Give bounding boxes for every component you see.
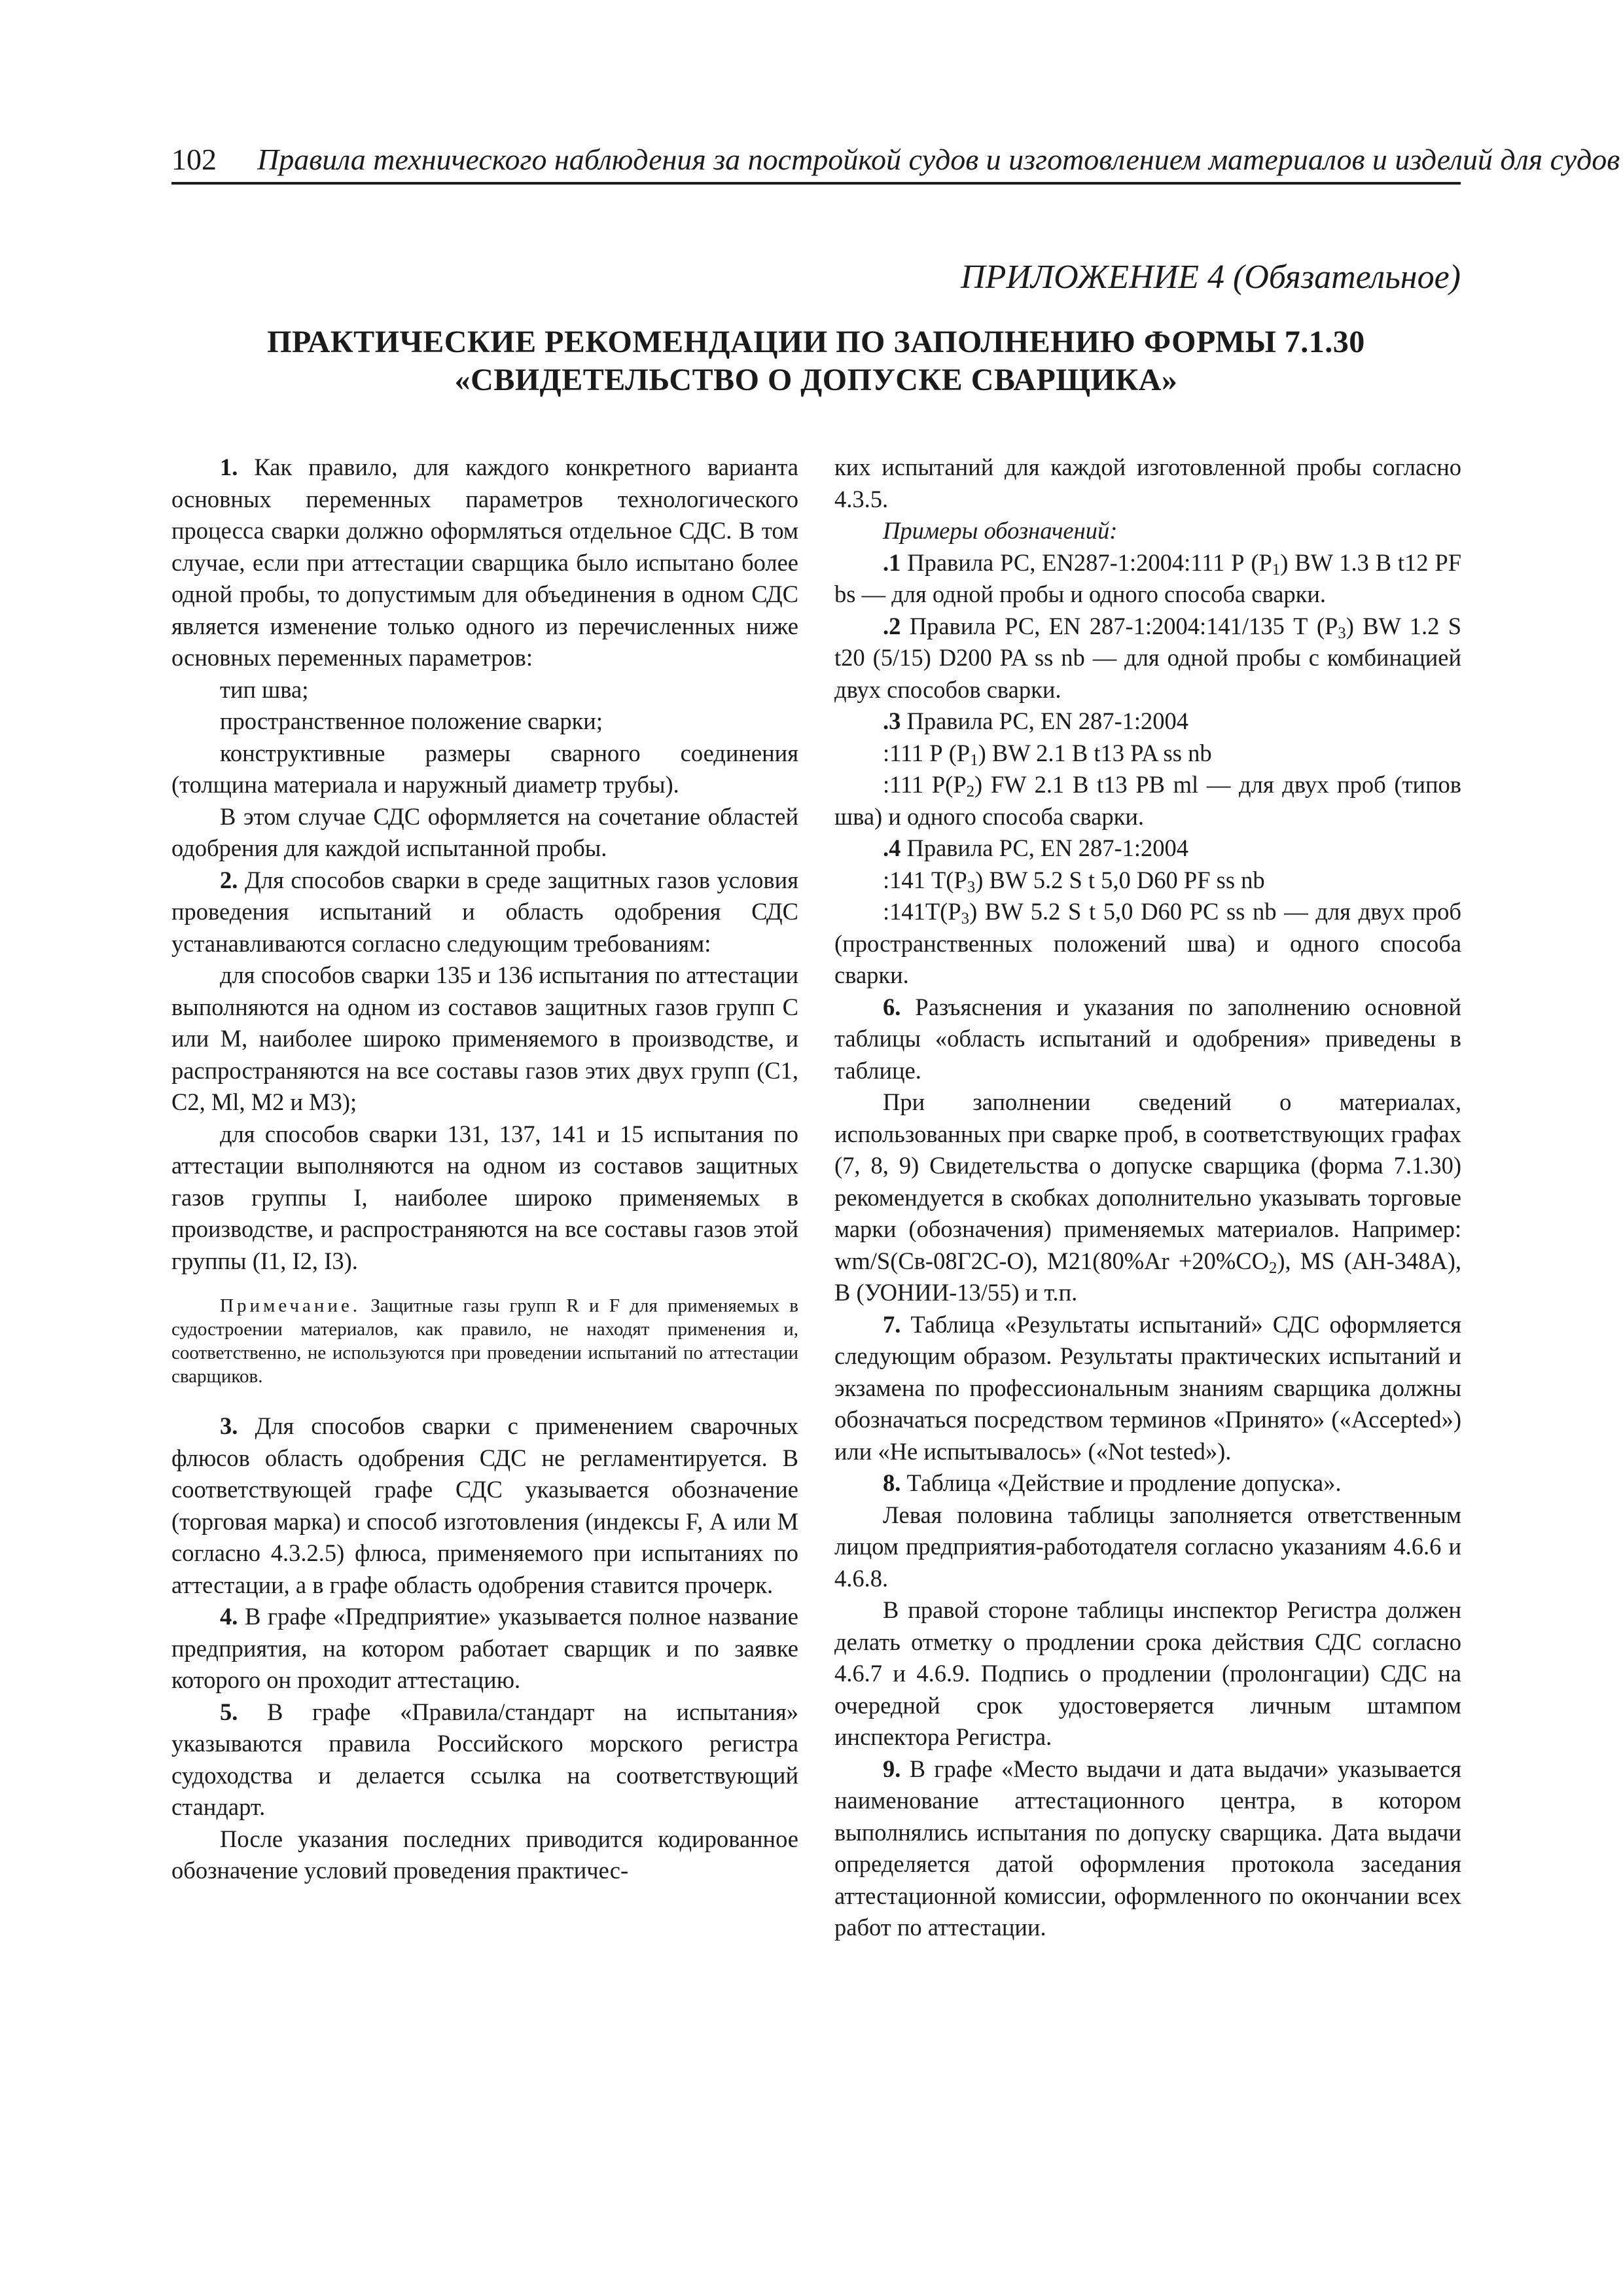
examples-label: Примеры обозначений: (883, 517, 1118, 544)
paragraph-text: В графе «Предприятие» указывается полное название предприятия, на котором работает сварщик и по заявке которого он проходит аттестацию. (171, 1603, 798, 1693)
paragraph-text: При заполнении сведений о материалах, использованных при сварке проб, в соответствующих графах (7, 8, 9) Свидетельства о допуске сварщика (форма 7.1.30) рекомендуется в скобках дополнительно указывать торговые марки (обозначения) применяемых материалов. Например: wm/S(Св-08Г2С-О), M21(80%Ar +20%CO (834, 1088, 1461, 1274)
paragraph-number: 7. (883, 1310, 901, 1338)
paragraph-5 (171, 1696, 798, 1823)
right-column (834, 452, 1461, 1944)
paragraph-number: 3. (220, 1412, 238, 1439)
example-number: .4 (883, 834, 901, 861)
paragraph-number: 9. (883, 1755, 901, 1782)
note-text: Защитные газы групп R и F для применяемых в судостроении материалов, как правило, не находят применения и, соответственно, не используются при проведении испытаний по аттестации сварщиков. (171, 1295, 798, 1387)
paragraph-2 (171, 865, 798, 960)
paragraph-4 (171, 1601, 798, 1696)
paragraph-text: для способов сварки 135 и 136 испытания по аттестации выполняются на одном из составов защитных газов групп С или М, наиболее широко применяемого в производстве, и распространяются на все составы газов этих двух групп (С1, С2, Ml, М2 и М3); (171, 961, 798, 1115)
paragraph-text: для способов сварки 131, 137, 141 и 15 испытания по аттестации выполняются на одном из составов защитных газов группы I, наиболее широко применяемых в производстве, и распространяются на все составы газов этой группы (I1, I2, I3). (171, 1120, 798, 1274)
paragraph-text: Как правило, для каждого конкретного варианта основных переменных параметров технологического процесса сварки должно оформляться отдельное СДС. В том случае, если при аттестации сварщика было испытано более одной пробы, то допустимым для объединения в одном СДС является изменение только одного из перечисленных ниже основных переменных параметров: (171, 454, 799, 671)
paragraph-text (834, 1086, 1461, 1309)
title-line-1: ПРАКТИЧЕСКИЕ РЕКОМЕНДАЦИИ ПО ЗАПОЛНЕНИЮ ФОРМЫ 7.1.30 (267, 325, 1365, 359)
paragraph-3 (171, 1410, 798, 1601)
paragraph-text: В графе «Место выдачи и дата выдачи» указывается наименование аттестационного центра, в котором выполнялись испытания по допуску сварщика. Дата выдачи определяется датой оформления протокола заседания аттестационной комиссии, оформленного по окончании всех работ по аттестации. (834, 1755, 1462, 1941)
paragraph-number: 2. (220, 866, 238, 893)
subscript: 1 (1272, 560, 1281, 579)
list-item: тип шва; (220, 675, 309, 703)
example-text: ) BW 1.3 В t12 PF bs — для одной пробы и одного способа сварки. (834, 548, 1462, 607)
paragraph-text: ), MS (АН-348А), В (УОНИИ-13/55) и т.п. (834, 1247, 1461, 1306)
example-text: ) BW 5.2 S t 5,0 D60 PF ss nb (975, 866, 1265, 893)
paragraph-8 (834, 1467, 1461, 1499)
paragraph-6 (834, 992, 1461, 1087)
running-title: Правила технического наблюдения за постройкой судов и изготовлением материалов и изделий для судов (257, 143, 1620, 176)
paragraph-text: Таблица «Результаты испытаний» СДС оформляется следующим образом. Результаты практических испытаний и экзамена по профессиональным знаниям сварщика должны обозначаться посредством терминов «Принято» («Accepted») или «Не испытывалось» («Not tested»). (834, 1310, 1461, 1465)
example-text: ) BW 1.2 S t20 (5/15) D200 PA ss nb — для одной пробы с комбинацией двух способов сварки. (834, 612, 1462, 703)
example-line (834, 769, 1461, 833)
example-line (834, 865, 1461, 897)
example-text: Правила РС, EN 287-1:2004:141/135 Т (Р (909, 612, 1338, 639)
example-line (834, 896, 1461, 992)
paragraph-1 (171, 452, 798, 674)
subscript: 1 (970, 751, 978, 769)
example-line (834, 738, 1461, 770)
example-text: :141 Т(Р (883, 866, 967, 893)
example-text: ) BW 2.1 В t13 PA ss nb (978, 739, 1212, 766)
paragraph-text: В этом случае СДС оформляется на сочетание областей одобрения для каждой испытанной пробы. (171, 802, 798, 861)
example-4 (834, 833, 1461, 865)
list-item: пространственное положение сварки; (220, 708, 603, 734)
header-rule (171, 182, 1461, 185)
running-header (171, 141, 1620, 178)
example-text: :141Т(Р (883, 898, 961, 925)
paragraph-text: В правой стороне таблицы инспектор Регистра должен делать отметку о продлении срока действия СДС согласно 4.6.7 и 4.6.9. Подпись о продлении (пролонгации) СДС на очередной срок удостоверяется личным штампом инспектора Регистра. (834, 1596, 1461, 1750)
example-text: Правила РС, EN 287-1:2004 (906, 708, 1189, 734)
paragraph-text: Для способов сварки с применением сварочных флюсов область одобрения СДС не регламентируется. В соответствующей графе СДС указывается обозначение (торговая марка) и способ изготовления (индексы F, А или М согласно 4.3.2.5) флюса, применяемого при испытаниях по аттестации, а в графе область одобрения ставится прочерк. (171, 1412, 798, 1598)
page-number: 102 (171, 143, 217, 176)
subscript: 3 (961, 910, 970, 928)
example-3 (834, 706, 1461, 738)
subscript: 2 (966, 783, 975, 801)
subscript: 3 (967, 878, 976, 896)
example-text: Правила РС, EN287-1:2004:111 Р (Р (907, 548, 1272, 576)
appendix-label: ПРИЛОЖЕНИЕ 4 (Обязательное) (961, 259, 1461, 296)
paragraph-number: 8. (883, 1469, 901, 1496)
example-text: ) BW 5.2 S t 5,0 D60 PC ss nb — для двух проб (пространственных положений шва) и одного способа сварки. (834, 898, 1461, 988)
paragraph-text: Левая половина таблицы заполняется ответственным лицом предприятия-работодателя согласно указаниям 4.6.6 и 4.6.8. (834, 1501, 1461, 1592)
paragraph-text: Таблица «Действие и продление допуска». (906, 1469, 1342, 1496)
example-1 (834, 547, 1461, 611)
paragraph-number: 5. (220, 1698, 238, 1725)
example-text: :111 Р(Р (883, 771, 967, 798)
example-number: .2 (883, 612, 901, 639)
left-column (171, 452, 798, 1887)
note (171, 1294, 798, 1388)
document-title (171, 323, 1461, 399)
example-number: .3 (883, 708, 901, 734)
paragraph-9 (834, 1753, 1461, 1944)
list-item: конструктивные размеры сварного соединения (толщина материала и наружный диаметр трубы). (171, 739, 798, 798)
paragraph-continuation: ких испытаний для каждой изготовленной пробы согласно 4.3.5. (834, 454, 1461, 512)
example-2 (834, 611, 1461, 706)
title-line-2: «СВИДЕТЕЛЬСТВО О ДОПУСКЕ СВАРЩИКА» (454, 363, 1178, 397)
example-text: :111 Р (Р (883, 739, 971, 766)
example-number: .1 (883, 548, 901, 576)
paragraph-7 (834, 1309, 1461, 1468)
paragraph-text: Для способов сварки в среде защитных газов условия проведения испытаний и область одобрения СДС устанавливаются согласно следующим требованиям: (171, 866, 798, 957)
example-text: Правила РС, EN 287-1:2004 (906, 834, 1189, 861)
example-text: ) FW 2.1 В t13 PB ml — для двух проб (типов шва) и одного способа сварки. (834, 771, 1461, 830)
subscript: 2 (1268, 1259, 1277, 1277)
paragraph-number: 1. (220, 454, 238, 480)
paragraph-text: Разъяснения и указания по заполнению основной таблицы «область испытаний и одобрения» приведены в таблице. (834, 993, 1461, 1084)
note-label: Примечание. (220, 1295, 361, 1316)
paragraph-number: 4. (220, 1603, 238, 1630)
paragraph-number: 6. (883, 993, 901, 1020)
paragraph-text: В графе «Правила/стандарт на испытания» указываются правила Российского морского регистра судоходства и делается ссылка на соответствующий стандарт. (171, 1698, 799, 1820)
paragraph-text: После указания последних приводится кодированное обозначение условий проведения практичес- (171, 1825, 798, 1884)
subscript: 3 (1338, 624, 1346, 642)
